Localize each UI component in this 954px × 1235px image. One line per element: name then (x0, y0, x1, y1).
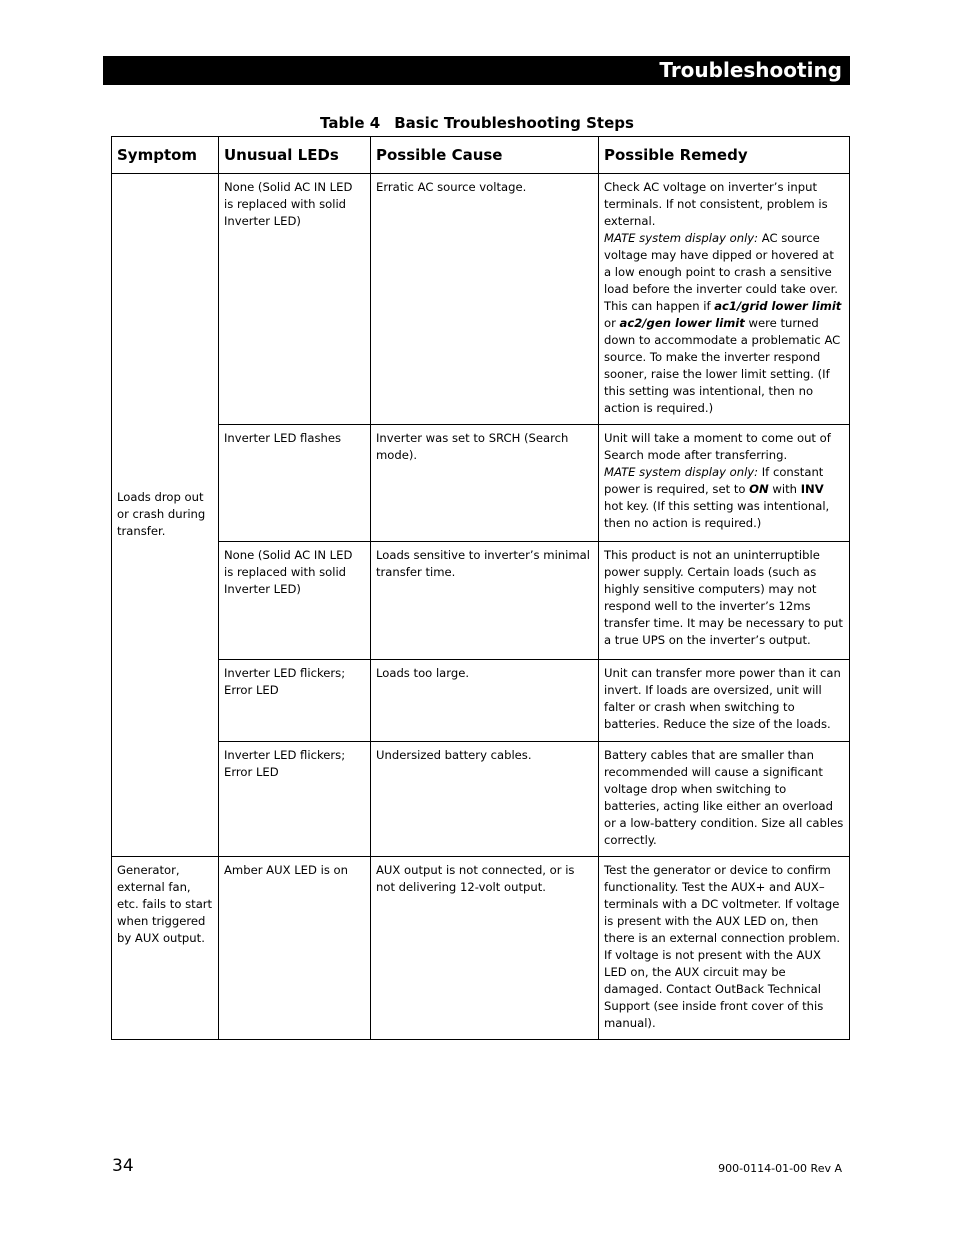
hotkey-term: INV (800, 482, 824, 496)
remedy-text: Unit will take a moment to come out of Search mode after transferring. (604, 431, 831, 462)
column-header-unusual-leds: Unusual LEDs (219, 137, 371, 174)
symptom-cell: Loads drop out or crash during transfer. (112, 174, 219, 857)
table-row (112, 857, 850, 1040)
cause-cell: Loads too large. (371, 660, 599, 742)
leds-cell: Inverter LED flashes (219, 425, 371, 542)
table-row (112, 742, 850, 857)
section-title: Troubleshooting (659, 58, 842, 82)
cause-cell: Erratic AC source voltage. (371, 174, 599, 425)
troubleshooting-table (111, 136, 850, 1040)
cause-cell: Inverter was set to SRCH (Search mode). (371, 425, 599, 542)
symptom-cell: Generator, external fan, etc. fails to start when triggered by AUX output. (112, 857, 219, 1040)
remedy-text: AC source voltage may have dipped or hovered at a low enough point to crash a sensitive load before the inverter could take over. This can happen if (604, 231, 838, 313)
leds-cell: None (Solid AC IN LED is replaced with solid Inverter LED) (219, 542, 371, 660)
setting-term: ac1/grid lower limit (714, 299, 842, 313)
table-number: Table 4 (320, 114, 381, 132)
table-row (112, 542, 850, 660)
table-header-row (112, 137, 850, 174)
remedy-cell: This product is not an uninterruptible power supply. Certain loads (such as highly sensitive computers) may not respond well to the inverter’s 12ms transfer time. It may be necessary to put a true UPS on the inverter’s output. (599, 542, 850, 660)
mate-display-note: MATE system display only: (604, 465, 759, 479)
remedy-cell: Test the generator or device to confirm functionality. Test the AUX+ and AUX– terminals with a DC voltmeter. If voltage is present with the AUX LED on, then there is an external connection problem. If voltage is not present with the AUX LED on, the AUX circuit may be damaged. Contact OutBack Technical Support (see inside front cover of this manual). (599, 857, 850, 1040)
remedy-text: or (604, 316, 620, 330)
remedy-text: hot key. (If this setting was intentional, then no action is required.) (604, 499, 830, 530)
remedy-cell: Unit can transfer more power than it can invert. If loads are oversized, unit will falter or crash when switching to batteries. Reduce the size of the loads. (599, 660, 850, 742)
table-row (112, 174, 850, 425)
remedy-text: were turned down to accommodate a problematic AC source. To make the inverter respond sooner, raise the lower limit setting. (If this setting was intentional, then no action is required.) (604, 316, 841, 415)
column-header-symptom: Symptom (112, 137, 219, 174)
section-header-bar (103, 56, 850, 85)
mate-display-note: MATE system display only: (604, 231, 759, 245)
table-title: Basic Troubleshooting Steps (394, 114, 634, 132)
leds-cell: Inverter LED flickers; Error LED (219, 742, 371, 857)
leds-cell: Inverter LED flickers; Error LED (219, 660, 371, 742)
page-number: 34 (112, 1156, 134, 1176)
cause-cell: Loads sensitive to inverter’s minimal transfer time. (371, 542, 599, 660)
column-header-possible-remedy: Possible Remedy (599, 137, 850, 174)
leds-cell: Amber AUX LED is on (219, 857, 371, 1040)
remedy-cell: Battery cables that are smaller than recommended will cause a significant voltage drop when switching to batteries, acting like either an overload or a low-battery condition. Size all cables correctly. (599, 742, 850, 857)
table-caption (0, 114, 954, 132)
remedy-cell (599, 425, 850, 542)
remedy-text: with (768, 482, 801, 496)
column-header-possible-cause: Possible Cause (371, 137, 599, 174)
setting-term: ON (749, 482, 769, 496)
remedy-cell (599, 174, 850, 425)
document-id: 900-0114-01-00 Rev A (718, 1162, 842, 1175)
remedy-text: If constant power is required, set to (604, 465, 824, 496)
cause-cell: Undersized battery cables. (371, 742, 599, 857)
leds-cell: None (Solid AC IN LED is replaced with solid Inverter LED) (219, 174, 371, 425)
remedy-text: Check AC voltage on inverter’s input terminals. If not consistent, problem is external. (604, 180, 828, 228)
table-row (112, 425, 850, 542)
cause-cell: AUX output is not connected, or is not delivering 12-volt output. (371, 857, 599, 1040)
setting-term: ac2/gen lower limit (619, 316, 745, 330)
table-row (112, 660, 850, 742)
